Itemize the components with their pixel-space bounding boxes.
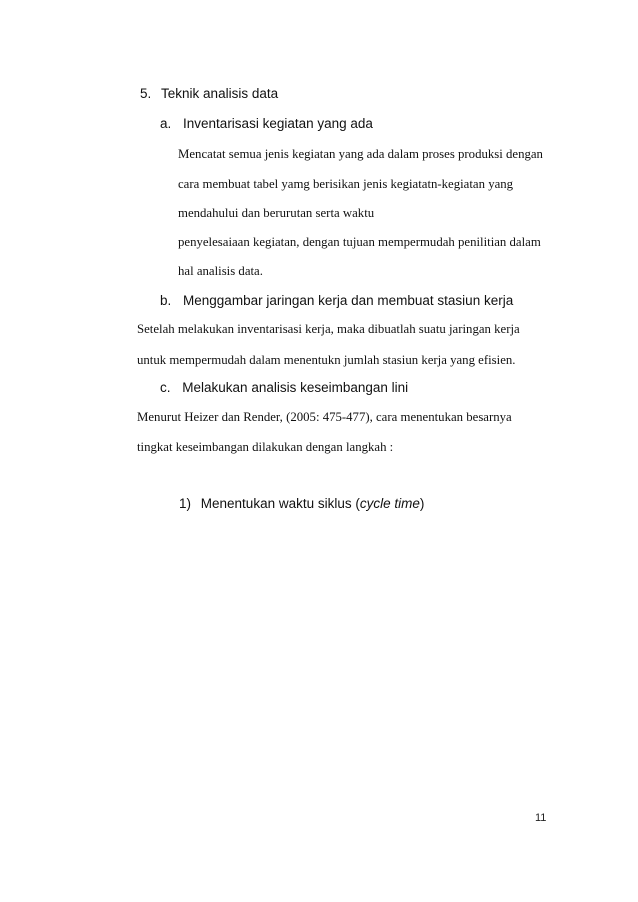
item-c-line: Menurut Heizer dan Render, (2005: 475-477), cara menentukan besarnya	[137, 410, 512, 424]
section-number: 5.	[140, 86, 152, 101]
item-b-title: Menggambar jaringan kerja dan membuat stasiun kerja	[183, 293, 514, 308]
section-title: Teknik analisis data	[161, 86, 279, 101]
step-1-text-italic: cycle time	[359, 496, 420, 511]
step-1-text-after: )	[419, 496, 425, 511]
item-a-title: Inventarisasi kegiatan yang ada	[183, 116, 373, 131]
item-a-line: cara membuat tabel yamg berisikan jenis kegiatatn-kegiatan yang	[178, 177, 514, 191]
item-a-heading	[160, 116, 373, 131]
item-a-line: mendahului dan berurutan serta waktu	[178, 206, 375, 220]
item-c-heading	[160, 380, 408, 395]
step-1-text	[201, 496, 425, 511]
item-b-heading	[160, 293, 513, 308]
step-1-text-before: Menentukan waktu siklus (	[200, 496, 360, 511]
item-b-marker: b.	[160, 293, 172, 308]
item-a-line: Mencatat semua jenis kegiatan yang ada dalam proses produksi dengan	[178, 147, 543, 161]
item-b-line: untuk mempermudah dalam menentukn jumlah stasiun kerja yang efisien.	[137, 353, 516, 367]
page-number: 11	[535, 812, 547, 824]
item-a-line: hal analisis data.	[178, 264, 263, 278]
step-1-heading	[179, 496, 424, 511]
item-a-line: penyelesaiaan kegiatan, dengan tujuan mempermudah penilitian dalam	[178, 235, 541, 249]
step-1-marker: 1)	[179, 496, 192, 511]
section-heading	[140, 86, 278, 101]
item-c-line: tingkat keseimbangan dilakukan dengan langkah :	[137, 440, 394, 454]
item-b-line: Setelah melakukan inventarisasi kerja, maka dibuatlah suatu jaringan kerja	[137, 322, 520, 336]
item-c-marker: c.	[160, 380, 171, 395]
item-a-marker: a.	[160, 116, 172, 131]
item-c-title: Melakukan analisis keseimbangan lini	[182, 380, 409, 395]
